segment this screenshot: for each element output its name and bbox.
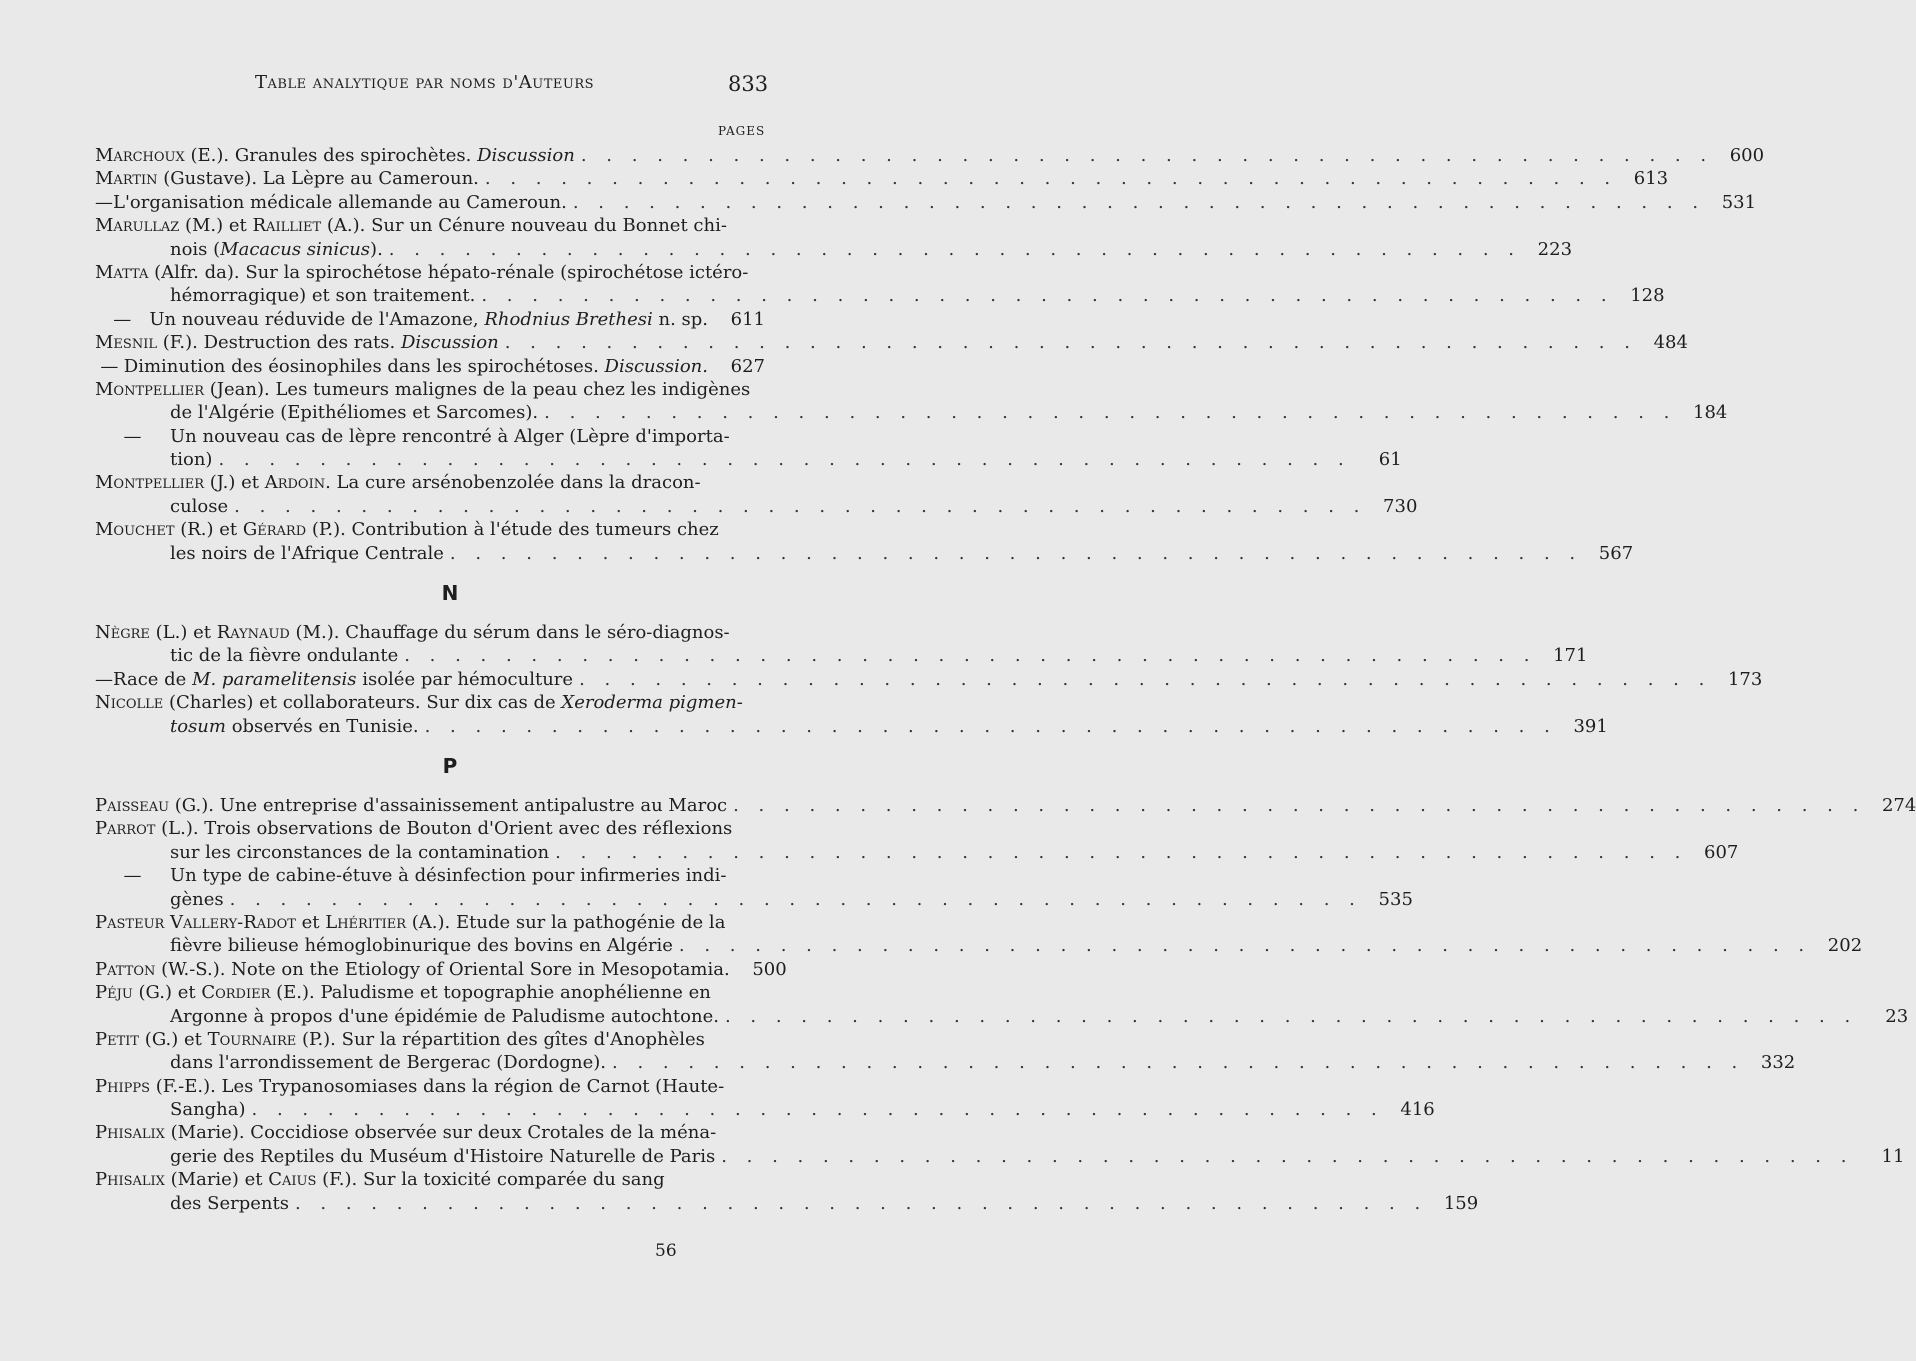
- index-entry-continuation: culose . . . . . . . . . . . . . . . . . . . . . . . . . . . . . . . . . . . . . . . . . . . . . 730: [170, 495, 1418, 517]
- index-entry: — Race de M. paramelitensis isolée par hémoculture . . . . . . . . . . . . . . . . . . . . . . . . . . . . . . . . . . . . . . . . . . . . . 173: [95, 668, 1763, 690]
- page-ref: 730: [1383, 495, 1418, 517]
- index-entry: Phipps (F.-E.). Les Trypanosomiases dans la région de Carnot (Haute-: [95, 1075, 725, 1097]
- index-entry-continuation: les noirs de l'Afrique Centrale . . . . . . . . . . . . . . . . . . . . . . . . . . . . . . . . . . . . . . . . . . . . . 567: [170, 542, 1634, 564]
- index-entry: Phisalix (Marie) et Caius (F.). Sur la toxicité comparée du sang: [95, 1169, 665, 1191]
- author-index: [95, 144, 1916, 1215]
- index-entry: — Un type de cabine-étuve à désinfection pour infirmeries indi-: [123, 865, 727, 887]
- index-entry: Montpellier (Jean). Les tumeurs malignes de la peau chez les indigènes: [95, 378, 751, 400]
- section-letter-n: N: [441, 581, 459, 606]
- page-ref: 391: [1573, 715, 1608, 737]
- index-entry-continuation: Sangha) . . . . . . . . . . . . . . . . . . . . . . . . . . . . . . . . . . . . . . . . . . . . . 416: [170, 1099, 1435, 1121]
- page-ref: 202: [1827, 935, 1863, 957]
- index-entry: Petit (G.) et Tournaire (P.). Sur la répartition des gîtes d'Anophèles: [95, 1028, 705, 1050]
- printer-signature-mark: 56: [655, 1241, 677, 1261]
- index-entry: Mouchet (R.) et Gérard (P.). Contribution à l'étude des tumeurs chez: [95, 519, 719, 541]
- page-ref: 607: [1704, 841, 1739, 863]
- index-entry-continuation: tion) . . . . . . . . . . . . . . . . . . . . . . . . . . . . . . . . . . . . . . . . . . . . . 61: [170, 449, 1402, 471]
- index-entry-continuation: tosum observés en Tunisie. . . . . . . . . . . . . . . . . . . . . . . . . . . . . . . . . . . . . . . . . . . . . . 391: [170, 715, 1608, 737]
- page-ref: 332: [1760, 1052, 1796, 1074]
- index-entry-continuation: gerie des Reptiles du Muséum d'Histoire Naturelle de Paris . . . . . . . . . . . . . . . . . . . . . . . . . . . . . . . . . . . . . . . . . . . . . 11: [170, 1145, 1905, 1167]
- page-ref: 611: [730, 308, 765, 330]
- index-entry-continuation: de l'Algérie (Epithéliomes et Sarcomes). . . . . . . . . . . . . . . . . . . . . . . . . . . . . . . . . . . . . . . . . . . . . . 184: [170, 402, 1728, 424]
- index-entry: Péju (G.) et Cordier (E.). Paludisme et topographie anophélienne en: [95, 982, 711, 1004]
- page-ref: 531: [1721, 191, 1757, 213]
- index-entry-continuation: sur les circonstances de la contamination . . . . . . . . . . . . . . . . . . . . . . . . . . . . . . . . . . . . . . . . . . . . . 607: [170, 841, 1739, 863]
- page-ref: 128: [1630, 285, 1665, 307]
- index-entry-continuation: dans l'arrondissement de Bergerac (Dordogne). . . . . . . . . . . . . . . . . . . . . . . . . . . . . . . . . . . . . . . . . . . . . . 332: [170, 1052, 1796, 1074]
- index-entry-continuation: gènes . . . . . . . . . . . . . . . . . . . . . . . . . . . . . . . . . . . . . . . . . . . . . 535: [170, 888, 1413, 910]
- page-ref: 484: [1653, 332, 1688, 354]
- page-number: 833: [728, 72, 769, 96]
- page-ref: 613: [1633, 168, 1669, 190]
- section-letter-p: P: [442, 753, 458, 778]
- page-ref: 567: [1598, 542, 1634, 564]
- index-entry: Phisalix (Marie). Coccidiose observée sur deux Crotales de la ména-: [95, 1122, 717, 1144]
- index-entry: Parrot (L.). Trois observations de Bouton d'Orient avec des réflexions: [95, 818, 733, 840]
- index-entry-continuation: Argonne à propos d'une épidémie de Paludisme autochtone. . . . . . . . . . . . . . . . . . . . . . . . . . . . . . . . . . . . . . . . . . . . . . 23: [170, 1005, 1909, 1027]
- index-entry: Martin (Gustave). La Lèpre au Cameroun. . . . . . . . . . . . . . . . . . . . . . . . . . . . . . . . . . . . . . . . . . . . . . 613: [95, 168, 1669, 190]
- index-entry: Matta (Alfr. da). Sur la spirochétose hépato-rénale (spirochétose ictéro-: [95, 261, 749, 283]
- index-entry: Pasteur Vallery-Radot et Lhéritier (A.). Etude sur la pathogénie de la: [95, 911, 726, 933]
- index-entry: Nicolle (Charles) et collaborateurs. Sur dix cas de Xeroderma pigmen-: [95, 692, 743, 714]
- page-ref: 11: [1881, 1145, 1905, 1167]
- index-entry-continuation: hémorragique) et son traitement. . . . . . . . . . . . . . . . . . . . . . . . . . . . . . . . . . . . . . . . . . . . . . 128: [170, 285, 1665, 307]
- page-ref: 500: [752, 958, 787, 980]
- page-ref: 535: [1378, 888, 1413, 910]
- page-ref: 184: [1693, 402, 1728, 424]
- page-ref: 223: [1537, 238, 1573, 260]
- index-entry: Nègre (L.) et Raynaud (M.). Chauffage du sérum dans le séro-diagnos-: [95, 622, 730, 644]
- index-entry: Marullaz (M.) et Railliet (A.). Sur un Cénure nouveau du Bonnet chi-: [95, 215, 727, 237]
- page-ref: 173: [1727, 668, 1763, 690]
- page-ref: 23: [1885, 1005, 1909, 1027]
- index-entry-continuation: fièvre bilieuse hémoglobinurique des bovins en Algérie . . . . . . . . . . . . . . . . . . . . . . . . . . . . . . . . . . . . . . . . . . . . . 202: [170, 935, 1863, 957]
- page-ref: 61: [1378, 449, 1402, 471]
- index-entry-continuation: des Serpents . . . . . . . . . . . . . . . . . . . . . . . . . . . . . . . . . . . . . . . . . . . . . 159: [170, 1192, 1479, 1214]
- index-entry-continuation: nois (Macacus sinicus). . . . . . . . . . . . . . . . . . . . . . . . . . . . . . . . . . . . . . . . . . . . . . 223: [170, 238, 1573, 260]
- index-entry: Patton (W.-S.). Note on the Etiology of Oriental Sore in Mesopotamia. 500: [95, 958, 787, 980]
- page-ref: 171: [1553, 645, 1588, 667]
- page-ref: 600: [1729, 145, 1765, 166]
- index-entry: Marchoux (E.). Granules des spirochètes. Discussion . . . . . . . . . . . . . . . . . . . . . . . . . . . . . . . . . . . . . . . . . . . . . 600: [95, 145, 1765, 166]
- index-entry: — Un nouveau réduvide de l'Amazone, Rhodnius Brethesi n. sp. 611: [113, 308, 765, 330]
- index-entry: — L'organisation médicale allemande au Cameroun. . . . . . . . . . . . . . . . . . . . . . . . . . . . . . . . . . . . . . . . . . . . . . 531: [95, 191, 1757, 213]
- page-ref: 274: [1881, 794, 1916, 816]
- running-header-title: Table analytique par noms d'Auteurs: [255, 72, 595, 93]
- page-ref: 416: [1400, 1099, 1435, 1121]
- index-entry: Paisseau (G.). Une entreprise d'assainissement antipalustre au Maroc . . . . . . . . . . . . . . . . . . . . . . . . . . . . . . . . . . . . . . . . . . . . . 274: [95, 794, 1916, 816]
- index-entry: — Diminution des éosinophiles dans les spirochétoses. Discussion. 627: [100, 355, 765, 377]
- page-ref: 627: [730, 355, 765, 377]
- index-entry: Montpellier (J.) et Ardoin. La cure arsénobenzolée dans la dracon-: [95, 472, 701, 494]
- index-entry: — Un nouveau cas de lèpre rencontré à Alger (Lèpre d'importa-: [123, 425, 730, 447]
- page-ref: 159: [1443, 1192, 1479, 1214]
- index-entry: Mesnil (F.). Destruction des rats. Discussion . . . . . . . . . . . . . . . . . . . . . . . . . . . . . . . . . . . . . . . . . . . . . 484: [95, 332, 1688, 354]
- pages-column-label: PAGES: [718, 124, 766, 138]
- index-entry-continuation: tic de la fièvre ondulante . . . . . . . . . . . . . . . . . . . . . . . . . . . . . . . . . . . . . . . . . . . . . 171: [170, 645, 1588, 667]
